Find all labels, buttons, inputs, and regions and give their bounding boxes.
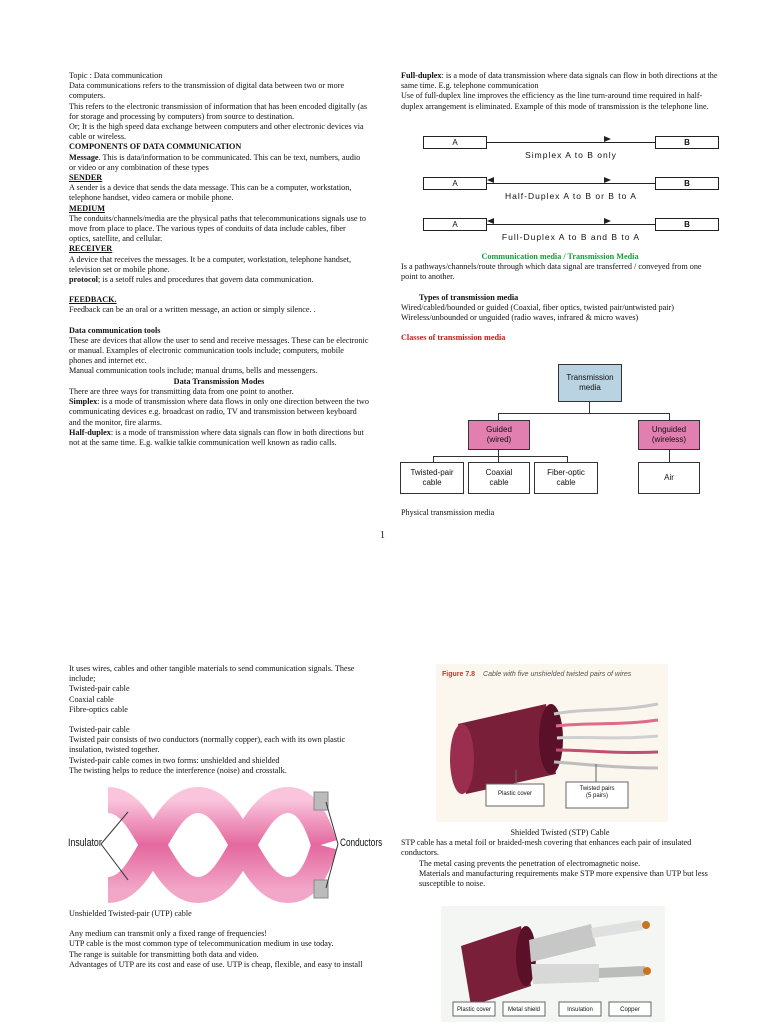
text-line: Unshielded Twisted-pair (UTP) cable xyxy=(69,909,192,918)
figure-caption-text: Cable with five unshielded twisted pairs of wires xyxy=(483,671,632,678)
text-line: Fibre-optics cable xyxy=(69,704,128,714)
text-line: Data communication tools xyxy=(69,325,161,335)
page1-right-top xyxy=(401,71,719,112)
twisted-pairs-label: Twisted pairs (5 pairs) xyxy=(579,786,615,799)
tree-fiber-optic: Fiber-optic cable xyxy=(534,462,598,494)
text-line: Twisted-pair cable xyxy=(69,725,130,735)
text-line: Full-duplex: is a mode of data transmission where data signals can flow in both directions at the same time. E.g. telephone communication xyxy=(401,71,718,91)
tree-air: Air xyxy=(638,462,700,494)
text-line: Message. This is data/information to be communicated. This can be text, numbers, audio or video or any combination of these types xyxy=(69,152,361,172)
text-line: Half-duplex: is a mode of transmission where data signals can flow in both directions but not at the same time. E.g. walkie talkie communication well known as radio calls. xyxy=(69,427,364,447)
box-a: A xyxy=(423,218,487,231)
box-a: A xyxy=(423,177,487,190)
page2-left-column xyxy=(69,664,369,776)
twisted-pair-drawing xyxy=(68,784,378,906)
text-line: Advantages of UTP are its cost and ease of use. UTP is cheap, flexible, and easy to install xyxy=(69,959,363,969)
text-line: protocol; is a setoff rules and procedures that govern data communication. xyxy=(69,275,314,285)
text-line: The metal casing prevents the penetration of electromagnetic noise. xyxy=(419,858,641,868)
box-b: B xyxy=(655,136,719,149)
spacer xyxy=(69,285,369,295)
utp-figure xyxy=(436,664,668,822)
text-line: The twisting helps to reduce the interference (noise) and crosstalk. xyxy=(69,765,287,775)
text-line: FEEDBACK. xyxy=(69,295,117,305)
box-a: A xyxy=(423,136,487,149)
text-line: The range is suitable for transmitting both data and video. xyxy=(69,949,259,959)
figure-caption: Physical transmission media xyxy=(401,508,495,517)
stp-label-metal: Metal shield xyxy=(507,1007,540,1013)
stp-label-insulation: Insulation xyxy=(567,1007,593,1013)
simplex-diagram xyxy=(423,136,719,160)
text-line: Manual communication tools include; manual drums, bells and messengers. xyxy=(69,366,318,376)
tree-twisted-pair: Twisted-pair cable xyxy=(400,462,464,494)
text-line: A device that receives the messages. It be a computer, workstation, telephone handset, television set or mobile phone. xyxy=(69,254,352,274)
spacer xyxy=(69,316,369,326)
plastic-cover-label: Plastic cover xyxy=(497,791,532,797)
transmission-media-tree xyxy=(398,362,720,496)
figure-number: Figure 7.8 xyxy=(442,671,476,678)
page2-right-column xyxy=(401,828,719,889)
half-duplex-diagram xyxy=(423,177,719,201)
text-line: UTP cable is the most common type of telecommunication medium in use today. xyxy=(69,939,334,949)
text-line: This refers to the electronic transmission of information that has been encoded digitally (as for storage and processing by computers) from source to destination. xyxy=(69,101,368,121)
full-duplex-diagram xyxy=(423,218,719,242)
text-line: RECEIVER xyxy=(69,244,113,254)
half-duplex-label: Half-Duplex A to B or B to A xyxy=(505,191,637,201)
half-duplex-arrow xyxy=(487,183,655,184)
text-line: Feedback can be an oral or a written message, an action or simply silence. . xyxy=(69,305,316,315)
tree-coaxial: Coaxial cable xyxy=(468,462,530,494)
text-line: MEDIUM xyxy=(69,203,105,213)
text-line: Data communications refers to the transmission of digital data between two or more computers. xyxy=(69,81,345,101)
twisted-pair-illustration xyxy=(68,784,383,906)
text-line: Or; It is the high speed data exchange between computers and other electronic devices via cable or wireless. xyxy=(69,122,364,142)
tree-root: Transmission media xyxy=(558,364,622,402)
text-line: These are devices that allow the user to send and receive messages. These can be electronic or manual. Examples of electronic communication tools include; computers, mobile phones and internet etc. xyxy=(69,335,369,366)
page2-left-column-2 xyxy=(69,909,369,970)
conductors-label: Conductors xyxy=(340,837,383,849)
text-line: Any medium can transmit only a fixed range of frequencies! xyxy=(69,929,268,939)
page1-right-mid xyxy=(401,252,719,343)
box-b: B xyxy=(655,177,719,190)
stp-figure xyxy=(441,906,665,1022)
stp-label-copper: Copper xyxy=(620,1007,640,1013)
text-line: Wired/cabled/bounded or guided (Coaxial, fiber optics, twisted pair/untwisted pair) xyxy=(401,302,674,312)
spacer xyxy=(401,283,719,293)
text-line: SENDER xyxy=(69,173,103,183)
text-line: Wireless/unbounded or unguided (radio waves, infrared & micro waves) xyxy=(401,313,639,323)
text-line: Materials and manufacturing requirements make STP more expensive than UTP but less susceptible to noise. xyxy=(419,868,708,889)
simplex-arrow xyxy=(487,142,655,143)
text-line: Communication media / Transmission Media xyxy=(481,252,639,261)
page1-left-column xyxy=(69,71,369,448)
text-line: Simplex: is a mode of transmission where data flows in only one direction between the two communicating devices e.g. broadcast on radio, TV and transmission between keyboard and the monitor, fire alarms. xyxy=(69,397,369,427)
text-line: Is a pathways/channels/route through which data signal are transferred / conveyed from one point to another. xyxy=(401,262,702,282)
box-b: B xyxy=(655,218,719,231)
insulator-label: Insulator xyxy=(68,837,102,849)
text-line: A sender is a device that sends the data message. This can be a computer, workstation, telephone handset, video camera or mobile phone. xyxy=(69,183,352,203)
text-line: There are three ways for transmitting data from one point to another. xyxy=(69,386,294,396)
text-line: Twisted-pair cable comes in two forms: unshielded and shielded xyxy=(69,755,280,765)
page-number: 1 xyxy=(380,530,385,541)
text-line: It uses wires, cables and other tangible materials to send communication signals. These include; xyxy=(69,664,355,684)
spacer xyxy=(69,715,369,725)
text-line: Topic : Data communication xyxy=(69,71,163,80)
text-line: Shielded Twisted (STP) Cable xyxy=(510,828,610,837)
text-line: Types of transmission media xyxy=(419,292,519,302)
spacer xyxy=(69,919,369,929)
text-line: Coaxial cable xyxy=(69,694,114,704)
text-line: The conduits/channels/media are the physical paths that telecommunications signals use to move from place to place. The various types of conduits of data include cables, fiber optics, satellite, and cellular. xyxy=(69,213,366,244)
text-line: COMPONENTS OF DATA COMMUNICATION xyxy=(69,142,242,152)
tree-guided: Guided (wired) xyxy=(468,420,530,450)
stp-label-plastic: Plastic cover xyxy=(456,1007,491,1013)
text-line: STP cable has a metal foil or braided-mesh covering that enhances each pair of insulated conductors. xyxy=(401,838,692,858)
tree-unguided: Unguided (wireless) xyxy=(638,420,700,450)
text-line: Use of full-duplex line improves the efficiency as the line turn-around time required in half-duplex arrangement is eliminated. Example of this mode of transmission is the telephone line. xyxy=(401,91,709,111)
text-line: Twisted pair consists of two conductors (normally copper), each with its own plastic insulation, twisted together. xyxy=(69,735,346,755)
text-line: Classes of transmission media xyxy=(401,333,506,343)
full-duplex-arrow xyxy=(487,224,655,225)
spacer xyxy=(401,323,719,333)
text-line: Twisted-pair cable xyxy=(69,684,130,694)
full-duplex-label: Full-Duplex A to B and B to A xyxy=(501,232,641,242)
simplex-label: Simplex A to B only xyxy=(525,150,617,160)
text-line: Data Transmission Modes xyxy=(173,376,265,386)
utp-drawing xyxy=(436,664,668,822)
